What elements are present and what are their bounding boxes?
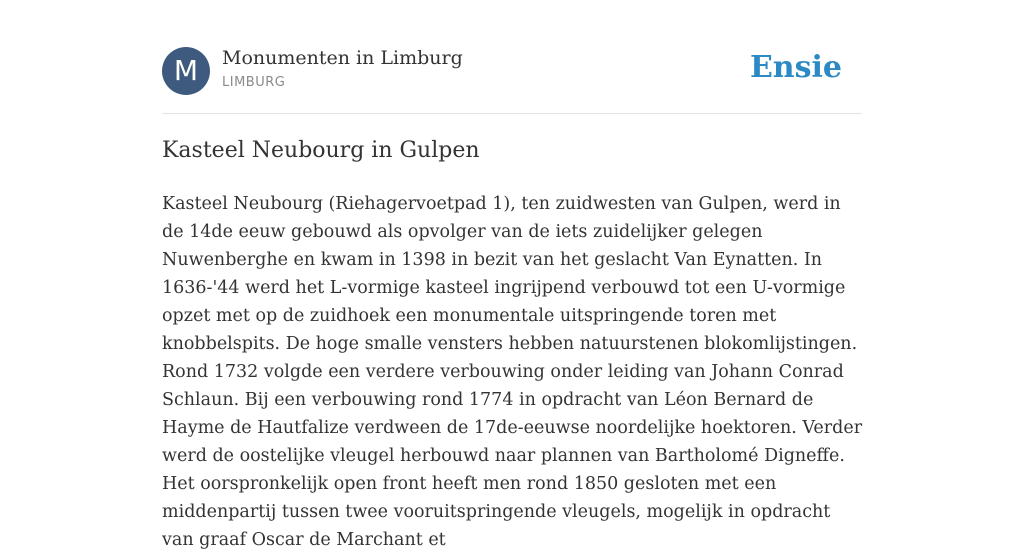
page-title: Kasteel Neubourg in Gulpen bbox=[162, 138, 480, 163]
header-divider bbox=[162, 113, 862, 114]
ensie-logo-link[interactable]: Ensie bbox=[749, 50, 842, 85]
article-body: Kasteel Neubourg (Riehagervoetpad 1), ten zuidwesten van Gulpen, werd in de 14de eeuw gebouwd als opvolger van de iets zuidelijker gelegen Nuwenberghe en kwam in 1398 in bezit van het geslacht Van Eynatten. In 1636-'44 werd het L-vormige kasteel ingrijpend verbouwd tot een U-vormige opzet met op de zuidhoek een monumentale uitspringende toren met knobbelspits. De hoge smalle vensters hebben natuurstenen blokomlijstingen. Rond 1732 volgde een verdere verbouwing onder leiding van Johann Conrad Schlaun. Bij een verbouwing rond 1774 in opdracht van Léon Bernard de Hayme de Hautfalize verdween de 17de-eeuwse noordelijke hoektoren. Verder werd de oostelijke vleugel herbouwd naar plannen van Bartholomé Digneffe. Het oorspronkelijk open front heeft men rond 1850 gesloten met een middenpartij tussen twee vooruitspringende vleugels, mogelijk in opdracht van graaf Oscar de Marchant et bbox=[162, 194, 863, 550]
site-name-link[interactable]: Monumenten in Limburg bbox=[222, 47, 463, 69]
site-category[interactable]: LIMBURG bbox=[222, 75, 286, 90]
header bbox=[162, 47, 862, 95]
avatar[interactable]: M bbox=[162, 47, 210, 95]
